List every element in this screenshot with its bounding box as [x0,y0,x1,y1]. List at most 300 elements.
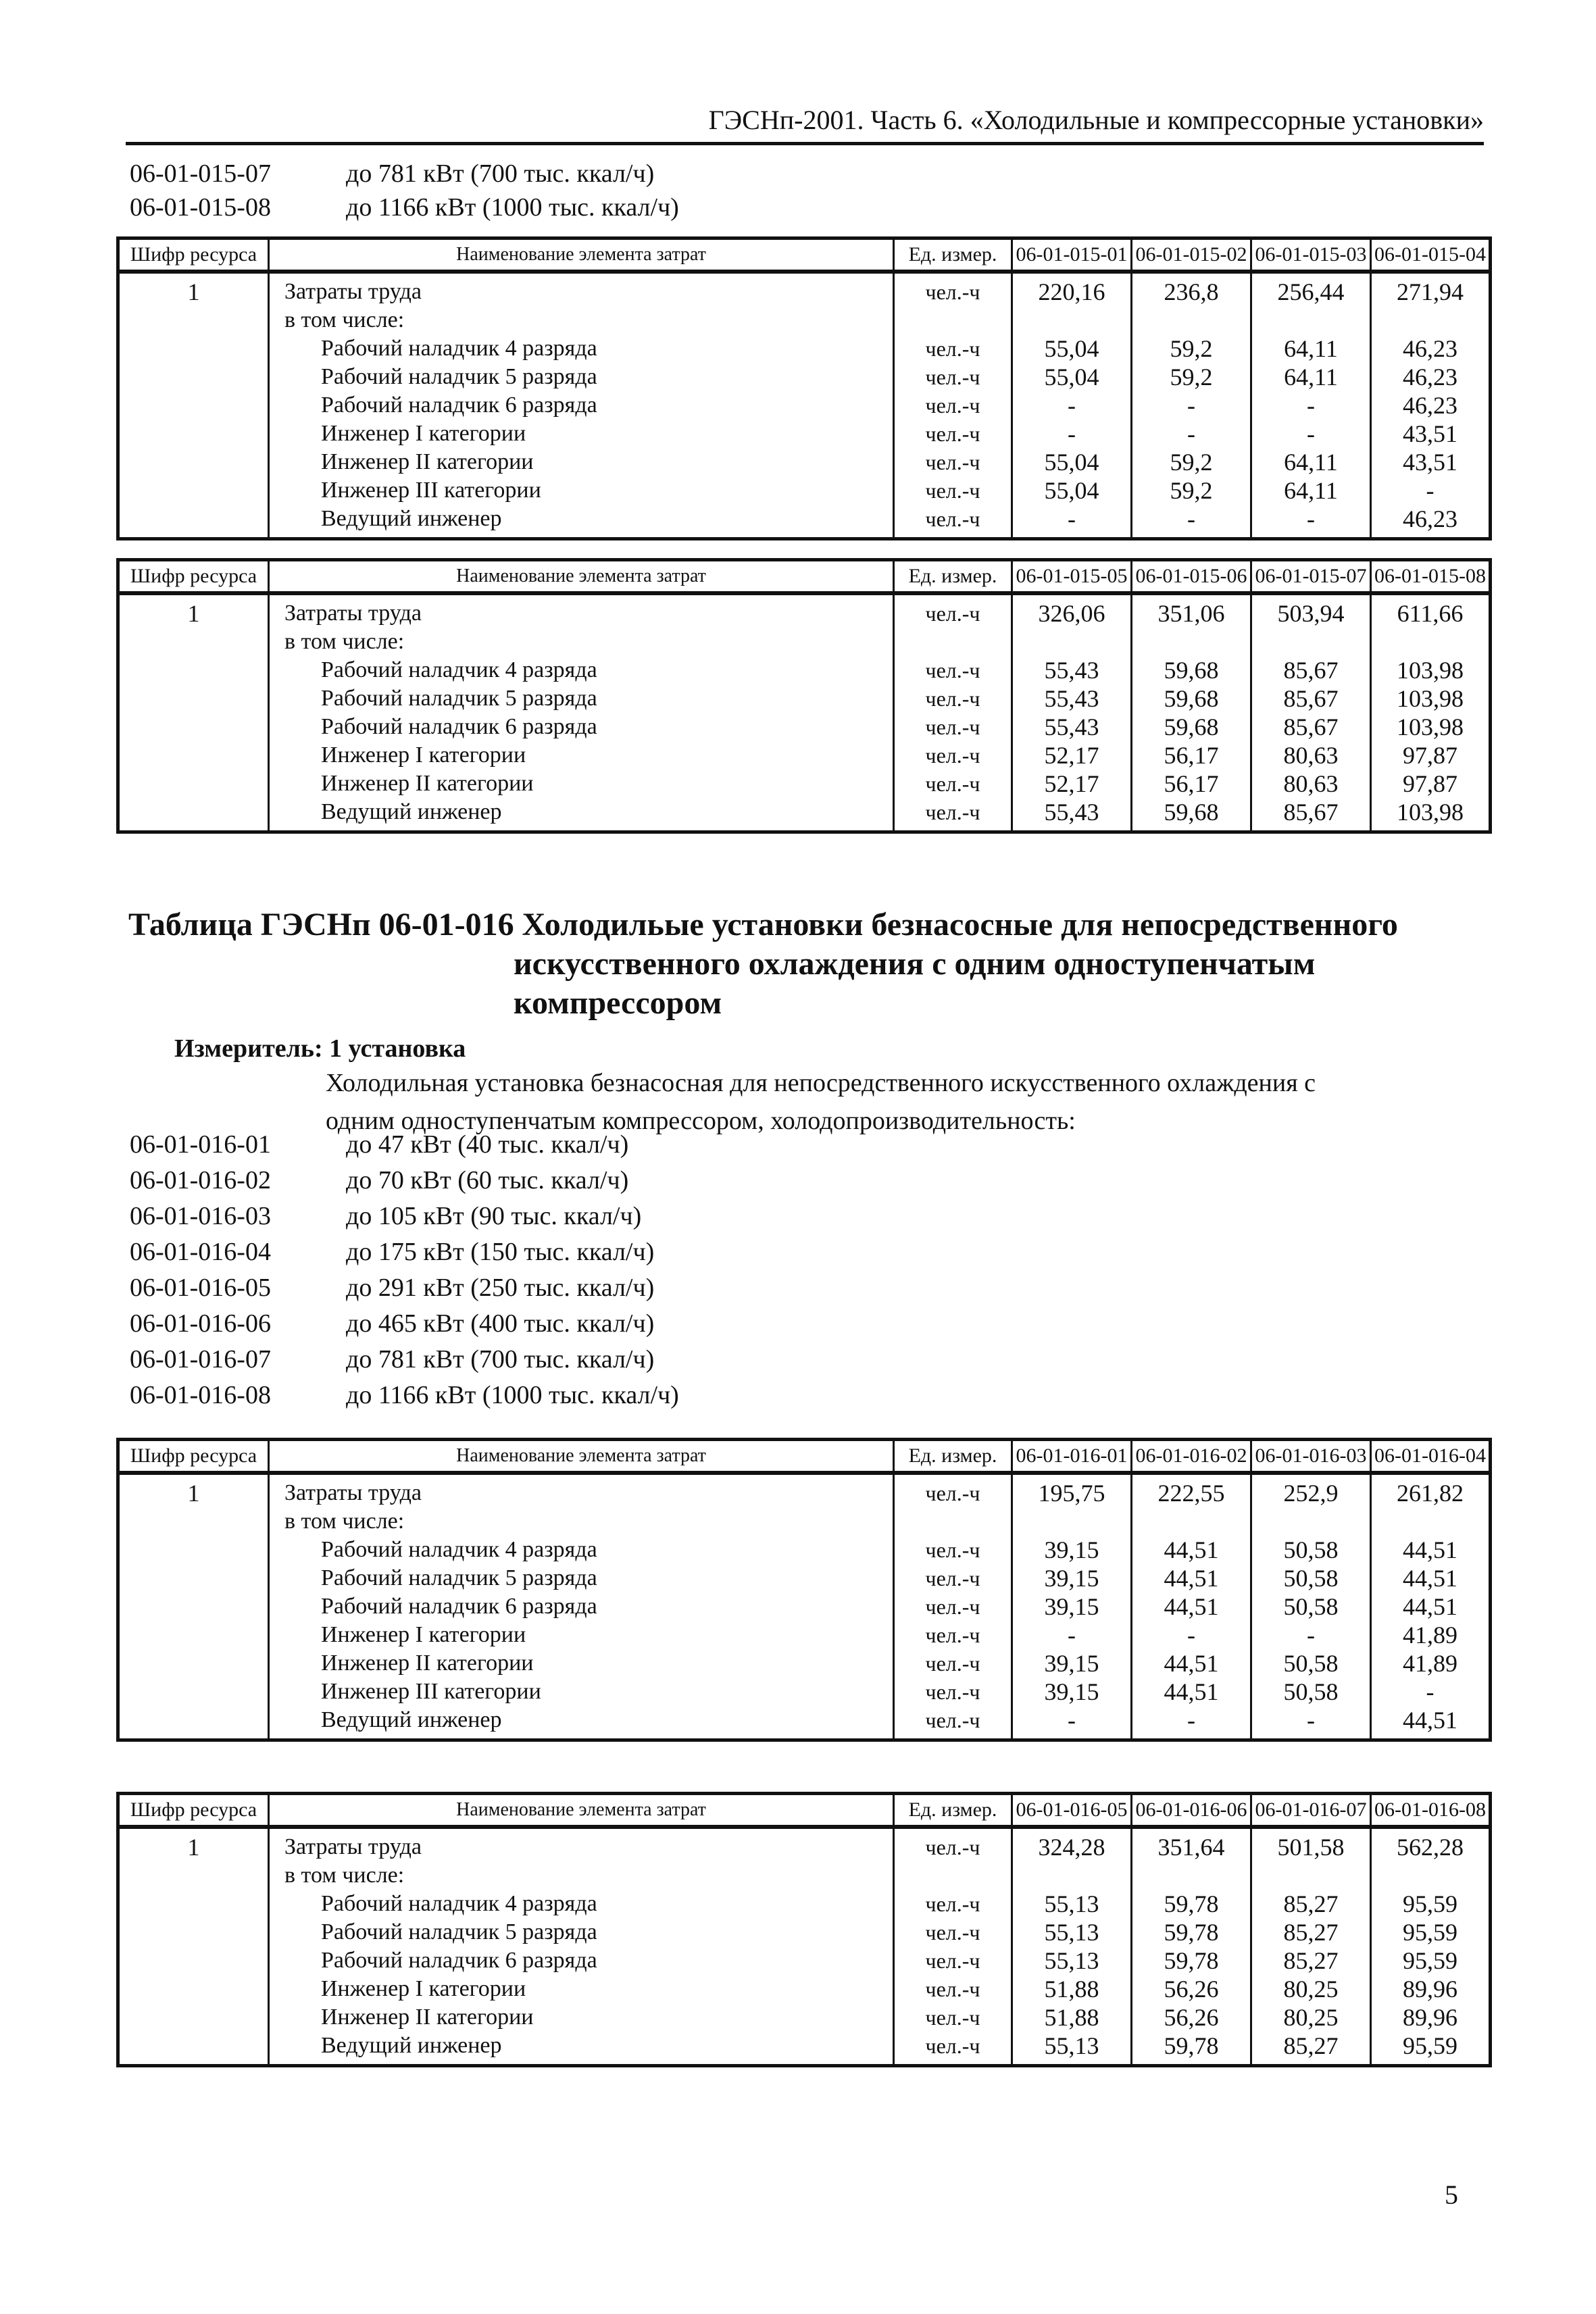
range-text: до 1166 кВт (1000 тыс. ккал/ч) [346,193,679,222]
cost-element-name: Затраты труда [269,1473,894,1507]
norm-value: - [1132,391,1251,420]
norm-value: 55,04 [1012,363,1132,391]
header-norm-code: 06-01-016-02 [1132,1440,1251,1474]
range-text: до 105 кВт (90 тыс. ккал/ч) [346,1202,642,1230]
table-row [118,391,1491,420]
range-text: до 781 кВт (700 тыс. ккал/ч) [346,159,655,188]
norm-value: - [1132,420,1251,448]
range-item [130,157,679,191]
page-number: 5 [1445,2180,1458,2210]
table-row [118,798,1491,832]
cost-element-name: Рабочий наладчик 4 разряда [269,656,894,684]
norm-value: 55,13 [1012,2032,1132,2066]
header-name: Наименование элемента затрат [269,1794,894,1828]
table-row [118,1890,1491,1918]
resource-code [118,1678,269,1706]
resource-code [118,1564,269,1592]
norm-value: 95,59 [1371,1946,1491,1975]
header-norm-code: 06-01-015-07 [1251,560,1371,594]
section-title-line-3: компрессором [514,985,722,1021]
norm-value: 44,51 [1132,1536,1251,1564]
norm-value: 39,15 [1012,1592,1132,1621]
resource-code [118,741,269,770]
norm-value: 39,15 [1012,1536,1132,1564]
norm-value: 85,67 [1251,656,1371,684]
norm-value: 562,28 [1371,1827,1491,1861]
norm-value: 89,96 [1371,2003,1491,2032]
resource-code [118,476,269,505]
unit-of-measure: чел.-ч [894,420,1012,448]
norm-value [1012,628,1132,656]
norm-value: 55,04 [1012,448,1132,476]
table-row [118,1827,1491,1861]
header-name: Наименование элемента затрат [269,560,894,594]
range-text: до 1166 кВт (1000 тыс. ккал/ч) [346,1381,679,1409]
header-code: Шифр ресурса [118,560,269,594]
table-header-row [118,1440,1491,1474]
table-row [118,1473,1491,1507]
header-norm-code: 06-01-016-03 [1251,1440,1371,1474]
norm-value [1371,1507,1491,1536]
norm-value: 95,59 [1371,2032,1491,2066]
cost-element-name: Рабочий наладчик 5 разряда [269,363,894,391]
table-row [118,363,1491,391]
norm-value [1132,628,1251,656]
table-row [118,593,1491,628]
resource-table-016-01-04 [116,1438,1492,1742]
cost-element-name: Инженер I категории [269,1621,894,1649]
range-item [130,1378,679,1413]
norm-value: 64,11 [1251,334,1371,363]
norm-value: 611,66 [1371,593,1491,628]
norm-value [1132,1861,1251,1890]
norm-value [1251,1507,1371,1536]
resource-code [118,1918,269,1946]
range-text: до 465 кВт (400 тыс. ккал/ч) [346,1309,655,1338]
cost-element-name: Затраты труда [269,1827,894,1861]
unit-of-measure: чел.-ч [894,1975,1012,2003]
cost-element-name: Рабочий наладчик 4 разряда [269,1890,894,1918]
running-title: ГЭСНп-2001. Часть 6. «Холодильные и компрессорные установки» [708,105,1484,135]
resource-table-015-01-04 [116,236,1492,540]
cost-element-name: в том числе: [269,1861,894,1890]
unit-of-measure: чел.-ч [894,1946,1012,1975]
norm-value: 44,51 [1371,1564,1491,1592]
unit-of-measure: чел.-ч [894,334,1012,363]
norm-value: 55,13 [1012,1918,1132,1946]
unit-of-measure: чел.-ч [894,770,1012,798]
header-norm-code: 06-01-015-05 [1012,560,1132,594]
header-norm-code: 06-01-016-04 [1371,1440,1491,1474]
unit-of-measure: чел.-ч [894,1678,1012,1706]
norm-value: - [1371,1678,1491,1706]
norm-value: 44,51 [1132,1592,1251,1621]
norm-value: 55,04 [1012,476,1132,505]
unit-of-measure: чел.-ч [894,798,1012,832]
resource-code: 1 [118,1473,269,1507]
resource-code: 1 [118,272,269,306]
norm-value: 44,51 [1132,1649,1251,1678]
norm-value: 59,68 [1132,684,1251,713]
norm-value: 44,51 [1132,1564,1251,1592]
resource-code [118,1536,269,1564]
norm-value [1132,306,1251,334]
range-item [130,1127,679,1163]
table-row [118,2003,1491,2032]
cost-element-name: Инженер III категории [269,476,894,505]
cost-element-name: Затраты труда [269,272,894,306]
table-row [118,1592,1491,1621]
cost-element-name: Инженер I категории [269,420,894,448]
norm-value: 85,27 [1251,1890,1371,1918]
norm-value: - [1132,1706,1251,1740]
resource-code [118,770,269,798]
unit-of-measure [894,1861,1012,1890]
cost-element-name: Ведущий инженер [269,2032,894,2066]
table-header-row [118,560,1491,594]
norm-value: 55,13 [1012,1890,1132,1918]
unit-of-measure: чел.-ч [894,1564,1012,1592]
resource-code [118,1946,269,1975]
resource-code [118,2003,269,2032]
norm-value: - [1251,1706,1371,1740]
table-row [118,334,1491,363]
header-norm-code: 06-01-016-07 [1251,1794,1371,1828]
range-code: 06-01-016-01 [130,1130,271,1159]
table-row [118,1946,1491,1975]
norm-value: - [1251,420,1371,448]
norm-value: 85,27 [1251,1946,1371,1975]
resource-code [118,1861,269,1890]
norm-value: 44,51 [1371,1706,1491,1740]
section-title-line-2: искусственного охлаждения с одним одноступенчатым [514,946,1316,982]
norm-value: 50,58 [1251,1536,1371,1564]
norm-value: 41,89 [1371,1649,1491,1678]
norm-value: 351,64 [1132,1827,1251,1861]
cost-element-name: Рабочий наладчик 5 разряда [269,684,894,713]
norm-value: 89,96 [1371,1975,1491,2003]
header-norm-code: 06-01-016-01 [1012,1440,1132,1474]
norm-value [1012,306,1132,334]
resource-code [118,1592,269,1621]
norm-value: 97,87 [1371,741,1491,770]
norm-value: 52,17 [1012,770,1132,798]
resource-code [118,391,269,420]
unit-of-measure: чел.-ч [894,2003,1012,2032]
norm-value: 51,88 [1012,1975,1132,2003]
norm-value: 39,15 [1012,1564,1132,1592]
norm-value: 56,17 [1132,770,1251,798]
cost-element-name: Инженер I категории [269,741,894,770]
unit-of-measure: чел.-ч [894,713,1012,741]
norm-value: 85,27 [1251,2032,1371,2066]
resource-code [118,798,269,832]
norm-value: 261,82 [1371,1473,1491,1507]
unit-of-measure: чел.-ч [894,1827,1012,1861]
range-code: 06-01-016-07 [130,1345,271,1374]
header-norm-code: 06-01-015-04 [1371,238,1491,272]
unit-of-measure: чел.-ч [894,2032,1012,2066]
resource-code [118,1621,269,1649]
range-text: до 47 кВт (40 тыс. ккал/ч) [346,1130,629,1159]
norm-value: 220,16 [1012,272,1132,306]
norm-value: 85,67 [1251,798,1371,832]
unit-of-measure: чел.-ч [894,684,1012,713]
norm-value: 55,13 [1012,1946,1132,1975]
header-unit: Ед. измер. [894,560,1012,594]
table-header-row [118,1794,1491,1828]
norm-value: - [1012,1621,1132,1649]
norm-value: 64,11 [1251,476,1371,505]
norm-value: 46,23 [1371,334,1491,363]
table-row [118,684,1491,713]
running-header [126,101,1484,145]
cost-element-name: в том числе: [269,1507,894,1536]
unit-of-measure: чел.-ч [894,1536,1012,1564]
norm-value: - [1251,1621,1371,1649]
norm-value: 44,51 [1371,1592,1491,1621]
table-row [118,1536,1491,1564]
table-row [118,476,1491,505]
table-row [118,713,1491,741]
table-row [118,505,1491,539]
table-row [118,306,1491,334]
table-row [118,656,1491,684]
resource-code [118,656,269,684]
range-item [130,1270,679,1306]
unit-of-measure: чел.-ч [894,656,1012,684]
cost-element-name: Рабочий наладчик 6 разряда [269,713,894,741]
norm-value: - [1251,391,1371,420]
header-norm-code: 06-01-016-06 [1132,1794,1251,1828]
norm-value [1012,1861,1132,1890]
norm-value: 103,98 [1371,656,1491,684]
resource-code [118,1507,269,1536]
norm-value: 236,8 [1132,272,1251,306]
cost-element-name: Рабочий наладчик 4 разряда [269,1536,894,1564]
header-norm-code: 06-01-015-01 [1012,238,1132,272]
norm-value: 271,94 [1371,272,1491,306]
header-code: Шифр ресурса [118,238,269,272]
unit-of-measure [894,306,1012,334]
resource-code: 1 [118,1827,269,1861]
norm-value: 52,17 [1012,741,1132,770]
unit-of-measure: чел.-ч [894,1918,1012,1946]
measure-unit: Измеритель: 1 установка [174,1034,466,1063]
range-item [130,1199,679,1234]
table-header-row [118,238,1491,272]
norm-value: 59,68 [1132,656,1251,684]
norm-value: 55,43 [1012,713,1132,741]
norm-value: 44,51 [1371,1536,1491,1564]
resource-code [118,505,269,539]
norm-value: 55,04 [1012,334,1132,363]
resource-table-015-05-08 [116,558,1492,834]
norm-value: 50,58 [1251,1592,1371,1621]
norm-value: - [1132,1621,1251,1649]
resource-code [118,420,269,448]
cost-element-name: Рабочий наладчик 6 разряда [269,1592,894,1621]
range-text: до 70 кВт (60 тыс. ккал/ч) [346,1166,629,1194]
range-code: 06-01-016-08 [130,1381,271,1409]
norm-value: 97,87 [1371,770,1491,798]
resource-code [118,1975,269,2003]
table-row [118,1621,1491,1649]
norm-value: 56,26 [1132,2003,1251,2032]
range-item [130,1163,679,1199]
norm-value: 85,27 [1251,1918,1371,1946]
norm-value: 41,89 [1371,1621,1491,1649]
norm-value: - [1012,391,1132,420]
unit-of-measure: чел.-ч [894,505,1012,539]
resource-code [118,628,269,656]
norm-value: 503,94 [1251,593,1371,628]
unit-of-measure [894,628,1012,656]
unit-of-measure: чел.-ч [894,272,1012,306]
unit-of-measure: чел.-ч [894,741,1012,770]
norm-value: 64,11 [1251,363,1371,391]
resource-code [118,448,269,476]
resource-code [118,2032,269,2066]
norm-value [1012,1507,1132,1536]
unit-of-measure [894,1507,1012,1536]
norm-value: 252,9 [1251,1473,1371,1507]
norm-value [1371,628,1491,656]
unit-of-measure: чел.-ч [894,391,1012,420]
unit-of-measure: чел.-ч [894,363,1012,391]
range-code: 06-01-015-07 [130,159,271,188]
header-norm-code: 06-01-016-05 [1012,1794,1132,1828]
norm-value: 95,59 [1371,1918,1491,1946]
norm-value: 51,88 [1012,2003,1132,2032]
norm-value: 351,06 [1132,593,1251,628]
norm-value: - [1371,476,1491,505]
norm-value: 39,15 [1012,1678,1132,1706]
range-code: 06-01-015-08 [130,193,271,222]
header-name: Наименование элемента затрат [269,238,894,272]
norm-value: 103,98 [1371,798,1491,832]
norm-value: 85,67 [1251,713,1371,741]
norm-value: 56,17 [1132,741,1251,770]
resource-code [118,334,269,363]
table-row [118,272,1491,306]
unit-of-measure: чел.-ч [894,1890,1012,1918]
unit-of-measure: чел.-ч [894,476,1012,505]
range-item [130,1342,679,1378]
resource-table-016-05-08 [116,1792,1492,2067]
unit-of-measure: чел.-ч [894,593,1012,628]
norm-value: 324,28 [1012,1827,1132,1861]
norm-value: 64,11 [1251,448,1371,476]
norm-value: 55,43 [1012,798,1132,832]
range-code: 06-01-016-02 [130,1166,271,1194]
norm-value: 59,2 [1132,363,1251,391]
norm-value: 59,2 [1132,448,1251,476]
norm-value: 46,23 [1371,505,1491,539]
table-row [118,1678,1491,1706]
description-line-1: Холодильная установка безнасосная для непосредственного искусственного охлаждения с [326,1069,1316,1097]
table-row [118,2032,1491,2066]
cost-element-name: Инженер II категории [269,1649,894,1678]
norm-value: - [1251,505,1371,539]
cost-element-name: Инженер I категории [269,1975,894,2003]
header-norm-code: 06-01-015-08 [1371,560,1491,594]
norm-value: 59,78 [1132,2032,1251,2066]
norm-value: 80,63 [1251,741,1371,770]
norm-value: 85,67 [1251,684,1371,713]
cost-element-name: в том числе: [269,628,894,656]
table-row [118,1507,1491,1536]
resource-code [118,684,269,713]
table-row [118,741,1491,770]
unit-of-measure: чел.-ч [894,1621,1012,1649]
range-code: 06-01-016-05 [130,1274,271,1302]
description-line-2: одним одноступенчатым компрессором, холодопроизводительность: [326,1107,1076,1135]
table-row [118,770,1491,798]
norm-value [1251,306,1371,334]
norm-value: 103,98 [1371,713,1491,741]
cost-element-name: Ведущий инженер [269,505,894,539]
range-item [130,191,679,224]
table-row [118,1564,1491,1592]
section-title-line-1: Таблица ГЭСНп 06-01-016 Холодильые установки безнасосные для непосредственного [128,907,1398,942]
unit-of-measure: чел.-ч [894,1473,1012,1507]
resource-code [118,713,269,741]
norm-value: 44,51 [1132,1678,1251,1706]
range-text: до 175 кВт (150 тыс. ккал/ч) [346,1238,655,1266]
header-unit: Ед. измер. [894,1440,1012,1474]
resource-code: 1 [118,593,269,628]
resource-code [118,1706,269,1740]
header-name: Наименование элемента затрат [269,1440,894,1474]
norm-value: - [1132,505,1251,539]
top-range-list [130,157,679,224]
header-norm-code: 06-01-015-03 [1251,238,1371,272]
norm-value: 80,25 [1251,2003,1371,2032]
table-row [118,628,1491,656]
norm-value: 55,43 [1012,656,1132,684]
cost-element-name: в том числе: [269,306,894,334]
header-norm-code: 06-01-016-08 [1371,1794,1491,1828]
norm-value: 59,78 [1132,1946,1251,1975]
norm-value: 50,58 [1251,1564,1371,1592]
table-row [118,1706,1491,1740]
cost-element-name: Рабочий наладчик 4 разряда [269,334,894,363]
section-range-list [130,1127,679,1413]
norm-value: 80,63 [1251,770,1371,798]
norm-value: 46,23 [1371,391,1491,420]
norm-value: 256,44 [1251,272,1371,306]
cost-element-name: Рабочий наладчик 5 разряда [269,1918,894,1946]
header-code: Шифр ресурса [118,1794,269,1828]
norm-value: 39,15 [1012,1649,1132,1678]
norm-value: 43,51 [1371,420,1491,448]
range-text: до 781 кВт (700 тыс. ккал/ч) [346,1345,655,1374]
table-row [118,1861,1491,1890]
unit-of-measure: чел.-ч [894,1592,1012,1621]
table-row [118,1918,1491,1946]
norm-value [1251,628,1371,656]
header-code: Шифр ресурса [118,1440,269,1474]
cost-element-name: Затраты труда [269,593,894,628]
resource-code [118,1890,269,1918]
header-norm-code: 06-01-015-02 [1132,238,1251,272]
norm-value: 195,75 [1012,1473,1132,1507]
range-code: 06-01-016-04 [130,1238,271,1266]
table-row [118,420,1491,448]
range-item [130,1234,679,1270]
header-unit: Ед. измер. [894,238,1012,272]
